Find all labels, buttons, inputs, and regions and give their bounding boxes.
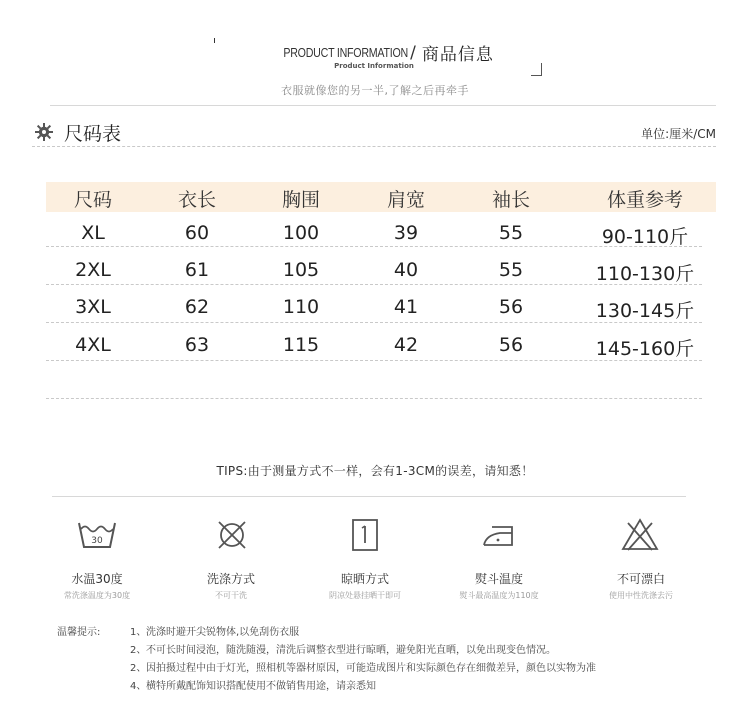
care-title: 不可漂白 bbox=[616, 572, 665, 586]
table-header-cell: 袖长 bbox=[491, 189, 530, 211]
care-title: 水温30度 bbox=[71, 572, 123, 586]
care-description: 阴凉处悬挂晒干即可 bbox=[329, 591, 401, 600]
table-cell: 90-110斤 bbox=[601, 226, 689, 248]
care-title: 晾晒方式 bbox=[340, 572, 389, 586]
gear-icon bbox=[34, 122, 54, 142]
table-header-cell: 体重参考 bbox=[606, 189, 683, 211]
table-cell: 4XL bbox=[75, 334, 111, 356]
table-header-cell: 胸围 bbox=[281, 189, 320, 211]
no-tumble-dry-icon bbox=[212, 517, 252, 553]
header-corner-decoration bbox=[531, 63, 542, 76]
table-cell: 41 bbox=[393, 296, 419, 318]
care-title: 熨斗温度 bbox=[474, 572, 523, 586]
divider bbox=[52, 496, 686, 497]
no-bleach-icon bbox=[620, 517, 660, 553]
divider bbox=[50, 105, 716, 106]
tips-text: TIPS:由于测量方式不一样，会有1-3CM的误差，请知悉！ bbox=[216, 464, 534, 478]
header-title-cn: 商品信息 bbox=[421, 45, 494, 65]
table-cell: 145-160斤 bbox=[595, 338, 695, 360]
table-cell: 55 bbox=[498, 222, 524, 244]
table-cell: 3XL bbox=[75, 296, 111, 318]
notes-label: 温馨提示: bbox=[57, 627, 101, 638]
care-description: 使用中性洗涤去污 bbox=[609, 591, 673, 600]
wash-30-icon bbox=[77, 517, 117, 553]
section-divider bbox=[32, 146, 716, 147]
care-description: 常洗涤温度为30度 bbox=[63, 591, 131, 600]
table-cell: 62 bbox=[184, 296, 210, 318]
note-item bbox=[130, 677, 376, 692]
note-item bbox=[130, 641, 556, 656]
care-description: 不可干洗 bbox=[215, 591, 247, 600]
note-item bbox=[130, 659, 596, 674]
section-title: 尺码表 bbox=[64, 123, 122, 145]
table-cell: 105 bbox=[282, 259, 320, 281]
table-cell: XL bbox=[81, 222, 105, 244]
note-text: 因拍摄过程中由于灯光，照相机等器材原因，可能造成图片和实际颜色存在细微差异，颜色以实物为准 bbox=[146, 663, 596, 674]
care-title: 洗涤方式 bbox=[206, 572, 255, 586]
note-item bbox=[130, 623, 299, 638]
note-text: 不可长时间浸泡，随洗随漫，清洗后调整衣型进行晾晒，避免阳光直晒，以免出现变色情况。 bbox=[146, 645, 556, 656]
note-text: 横特所戴配饰知识搭配使用不做销售用途，请亲悉知 bbox=[146, 681, 376, 692]
note-number: 4、 bbox=[130, 681, 147, 692]
table-cell: 56 bbox=[498, 334, 524, 356]
table-cell: 42 bbox=[393, 334, 419, 356]
table-row-divider bbox=[46, 360, 702, 361]
note-number: 1、 bbox=[130, 627, 147, 638]
header-slogan: 衣服就像您的另一半,了解之后再牵手 bbox=[281, 84, 469, 97]
table-header-cell: 尺码 bbox=[73, 189, 112, 211]
iron-icon bbox=[478, 517, 518, 553]
table-cell: 40 bbox=[393, 259, 419, 281]
table-cell: 63 bbox=[184, 334, 210, 356]
note-text: 洗涤时避开尖锐物体,以免刮伤衣服 bbox=[146, 627, 300, 638]
table-cell: 115 bbox=[282, 334, 320, 356]
unit-label: 单位:厘米/CM bbox=[641, 127, 716, 141]
wash-temp-text: 30 bbox=[91, 536, 103, 546]
care-description: 熨斗最高温度为110度 bbox=[459, 591, 539, 600]
table-row-divider bbox=[46, 322, 702, 323]
table-row-divider bbox=[46, 284, 702, 285]
line-dry-icon bbox=[345, 517, 385, 553]
table-header-cell: 肩宽 bbox=[386, 189, 425, 211]
table-cell: 100 bbox=[282, 222, 320, 244]
header-separator: / bbox=[410, 42, 416, 63]
table-cell: 61 bbox=[184, 259, 210, 281]
table-row-divider bbox=[46, 398, 702, 399]
table-cell: 110-130斤 bbox=[595, 263, 695, 285]
header-title-en: PRODUCT INFORMATION bbox=[283, 45, 409, 60]
table-row-divider bbox=[46, 246, 702, 247]
table-cell: 55 bbox=[498, 259, 524, 281]
table-cell: 110 bbox=[282, 296, 320, 318]
table-header-cell: 衣长 bbox=[177, 189, 216, 211]
table-cell: 130-145斤 bbox=[595, 300, 695, 322]
note-number: 2、 bbox=[130, 645, 147, 656]
header-subtitle: Product Information bbox=[334, 62, 414, 70]
table-cell: 56 bbox=[498, 296, 524, 318]
note-number: 2、 bbox=[130, 663, 147, 674]
table-cell: 60 bbox=[184, 222, 210, 244]
table-cell: 39 bbox=[393, 222, 419, 244]
table-cell: 2XL bbox=[75, 259, 111, 281]
